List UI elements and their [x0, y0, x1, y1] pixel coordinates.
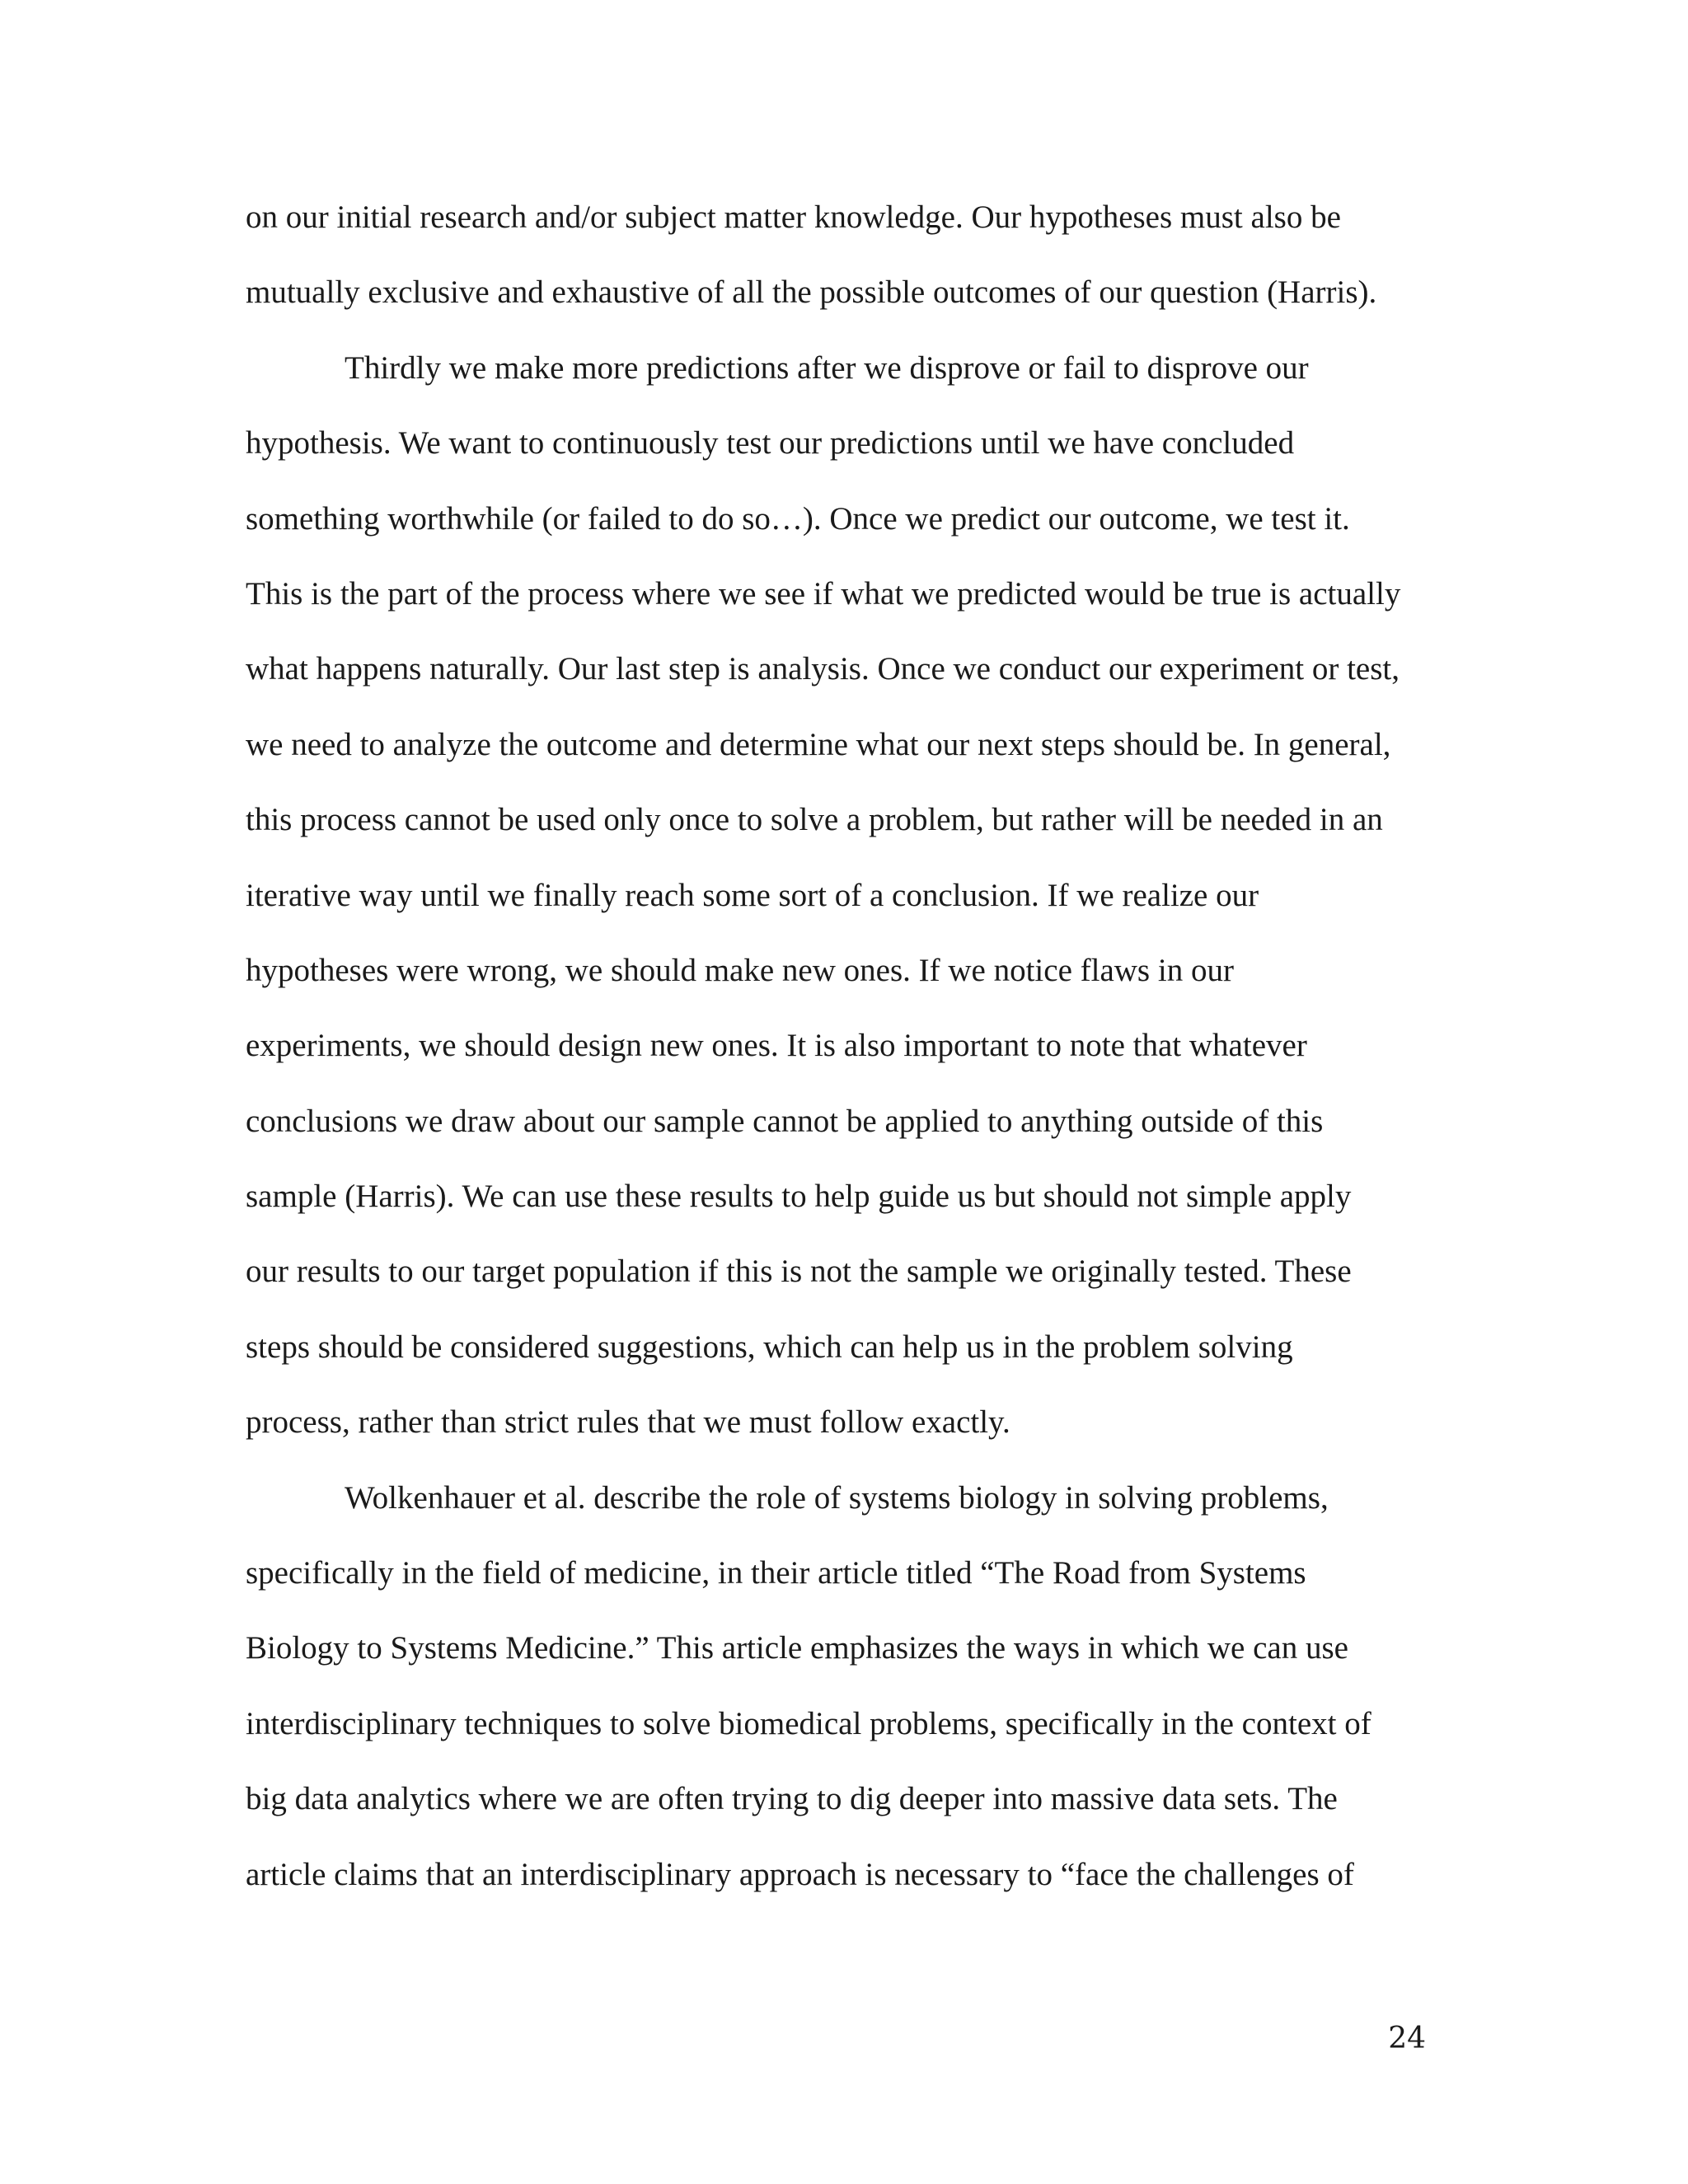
text-line: Thirdly we make more predictions after we disprove or fail to disprove our [345, 349, 1309, 386]
text-line: specifically in the field of medicine, in their article titled “The Road from Systems [246, 1555, 1306, 1591]
text-line: on our initial research and/or subject matter knowledge. Our hypotheses must also be [246, 199, 1341, 235]
text-line: big data analytics where we are often trying to dig deeper into massive data sets. The [246, 1781, 1338, 1817]
text-line: something worthwhile (or failed to do so…). Once we predict our outcome, we test it. [246, 500, 1350, 537]
text-line: conclusions we draw about our sample cannot be applied to anything outside of this [246, 1103, 1324, 1139]
text-line: interdisciplinary techniques to solve biomedical problems, specifically in the context of [246, 1705, 1372, 1741]
text-line: our results to our target population if this is not the sample we originally tested. These [246, 1254, 1352, 1290]
text-line: we need to analyze the outcome and determine what our next steps should be. In general, [246, 726, 1391, 762]
text-line: iterative way until we finally reach some sort of a conclusion. If we realize our [246, 877, 1259, 913]
text-line: Wolkenhauer et al. describe the role of systems biology in solving problems, [345, 1479, 1329, 1516]
body-text [246, 192, 1465, 1924]
page-number: 24 [1388, 2022, 1426, 2055]
text-line: Biology to Systems Medicine.” This article emphasizes the ways in which we can use [246, 1630, 1348, 1666]
text-line: what happens naturally. Our last step is analysis. Once we conduct our experiment or test, [246, 651, 1400, 687]
text-line: this process cannot be used only once to solve a problem, but rather will be needed in an [246, 802, 1383, 838]
text-line: hypotheses were wrong, we should make new ones. If we notice flaws in our [246, 952, 1234, 988]
text-line: article claims that an interdisciplinary approach is necessary to “face the challenges of [246, 1856, 1354, 1892]
text-line: This is the part of the process where we see if what we predicted would be true is actually [246, 575, 1401, 612]
text-line: hypothesis. We want to continuously test our predictions until we have concluded [246, 425, 1295, 462]
text-line: process, rather than strict rules that we must follow exactly. [246, 1404, 1010, 1441]
text-line: mutually exclusive and exhaustive of all the possible outcomes of our question (Harris). [246, 274, 1377, 311]
text-line: steps should be considered suggestions, which can help us in the problem solving [246, 1329, 1293, 1365]
text-line: experiments, we should design new ones. It is also important to note that whatever [246, 1028, 1307, 1064]
text-line: sample (Harris). We can use these results to help guide us but should not simple apply [246, 1179, 1352, 1215]
